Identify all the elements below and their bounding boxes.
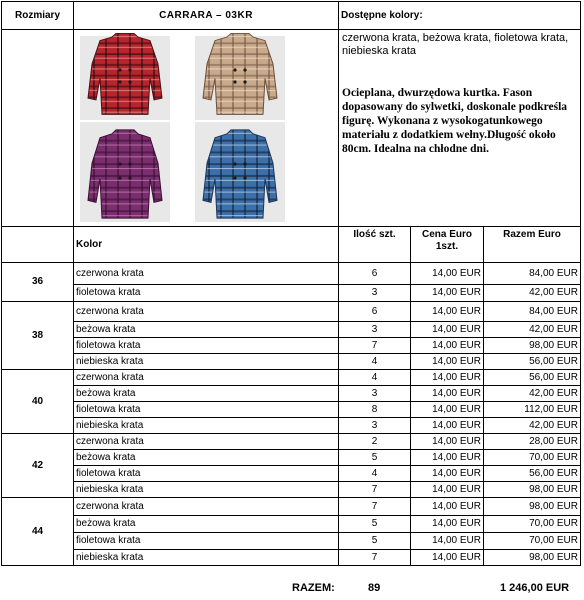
qty-cell: 4 bbox=[339, 354, 411, 370]
color-cell: fioletowa krata bbox=[74, 285, 339, 302]
table-row bbox=[2, 302, 581, 322]
line-total-cell: 70,00 EUR bbox=[484, 450, 581, 466]
total-column-header: Razem Euro bbox=[484, 227, 581, 263]
color-cell: niebieska krata bbox=[74, 482, 339, 498]
qty-cell: 8 bbox=[339, 402, 411, 418]
qty-cell: 7 bbox=[339, 550, 411, 566]
price-cell: 14,00 EUR bbox=[411, 466, 484, 482]
color-cell: fioletowa krata bbox=[74, 466, 339, 482]
color-cell: czerwona krata bbox=[74, 370, 339, 386]
table-row bbox=[2, 498, 581, 516]
summary-label: RAZEM: bbox=[292, 582, 335, 594]
table-row bbox=[2, 386, 581, 402]
table-row bbox=[2, 482, 581, 498]
line-total-cell: 98,00 EUR bbox=[484, 338, 581, 354]
table-row bbox=[2, 516, 581, 533]
product-photos bbox=[74, 30, 339, 227]
column-header-row bbox=[2, 227, 581, 263]
table-row bbox=[2, 338, 581, 354]
table-row bbox=[2, 322, 581, 338]
table-row bbox=[2, 402, 581, 418]
product-blank-cell bbox=[2, 30, 74, 227]
price-column-header: Cena Euro 1szt. bbox=[411, 227, 484, 263]
header-row bbox=[2, 2, 581, 30]
size-cell: 42 bbox=[2, 434, 74, 498]
price-cell: 14,00 EUR bbox=[411, 418, 484, 434]
qty-cell: 2 bbox=[339, 434, 411, 450]
available-colors-label: Dostępne kolory: bbox=[339, 2, 581, 30]
qty-cell: 3 bbox=[339, 285, 411, 302]
product-description: Ocieplana, dwurzędowa kurtka. Fason dopasowany do sylwetki, doskonale podkreśla figurę. Wykonana z wysokogatunkowego materiału z dodatkiem wełny.Długość około 80cm. Idealna na chłodne dni. bbox=[342, 87, 568, 156]
price-cell: 14,00 EUR bbox=[411, 498, 484, 516]
price-cell: 14,00 EUR bbox=[411, 482, 484, 498]
color-cell: beżowa krata bbox=[74, 450, 339, 466]
qty-column-header: Ilość szt. bbox=[339, 227, 411, 263]
qty-cell: 3 bbox=[339, 386, 411, 402]
qty-cell: 5 bbox=[339, 450, 411, 466]
sizes-label: Rozmiary bbox=[2, 2, 74, 30]
line-total-cell: 112,00 EUR bbox=[484, 402, 581, 418]
color-cell: niebieska krata bbox=[74, 418, 339, 434]
table-row bbox=[2, 466, 581, 482]
size-cell: 36 bbox=[2, 263, 74, 302]
size-column-header bbox=[2, 227, 74, 263]
line-total-cell: 98,00 EUR bbox=[484, 482, 581, 498]
product-row bbox=[2, 30, 581, 227]
table-row bbox=[2, 285, 581, 302]
price-cell: 14,00 EUR bbox=[411, 450, 484, 466]
line-total-cell: 98,00 EUR bbox=[484, 550, 581, 566]
price-cell: 14,00 EUR bbox=[411, 302, 484, 322]
qty-cell: 5 bbox=[339, 516, 411, 533]
color-cell: czerwona krata bbox=[74, 498, 339, 516]
line-total-cell: 84,00 EUR bbox=[484, 263, 581, 285]
table-row bbox=[2, 263, 581, 285]
line-total-cell: 56,00 EUR bbox=[484, 466, 581, 482]
table-row bbox=[2, 418, 581, 434]
price-cell: 14,00 EUR bbox=[411, 434, 484, 450]
qty-cell: 3 bbox=[339, 322, 411, 338]
price-cell: 14,00 EUR bbox=[411, 550, 484, 566]
price-cell: 14,00 EUR bbox=[411, 322, 484, 338]
product-images bbox=[74, 30, 337, 226]
table-row bbox=[2, 370, 581, 386]
qty-cell: 3 bbox=[339, 418, 411, 434]
size-cell: 38 bbox=[2, 302, 74, 370]
price-cell: 14,00 EUR bbox=[411, 338, 484, 354]
line-total-cell: 28,00 EUR bbox=[484, 434, 581, 450]
line-total-cell: 56,00 EUR bbox=[484, 354, 581, 370]
line-total-cell: 42,00 EUR bbox=[484, 418, 581, 434]
line-total-cell: 84,00 EUR bbox=[484, 302, 581, 322]
line-total-cell: 42,00 EUR bbox=[484, 322, 581, 338]
qty-cell: 5 bbox=[339, 533, 411, 550]
color-cell: fioletowa krata bbox=[74, 402, 339, 418]
line-total-cell: 56,00 EUR bbox=[484, 370, 581, 386]
summary-total: 1 246,00 EUR bbox=[500, 582, 570, 594]
qty-cell: 6 bbox=[339, 263, 411, 285]
color-cell: niebieska krata bbox=[74, 354, 339, 370]
available-colors-text: czerwona krata, beżowa krata, fioletowa krata, niebieska krata bbox=[342, 32, 569, 58]
qty-cell: 7 bbox=[339, 482, 411, 498]
line-total-cell: 42,00 EUR bbox=[484, 285, 581, 302]
price-cell: 14,00 EUR bbox=[411, 354, 484, 370]
qty-cell: 7 bbox=[339, 498, 411, 516]
product-title: CARRARA – 03KR bbox=[74, 2, 339, 30]
qty-cell: 6 bbox=[339, 302, 411, 322]
product-info-cell bbox=[339, 30, 581, 227]
color-cell: niebieska krata bbox=[74, 550, 339, 566]
line-total-cell: 42,00 EUR bbox=[484, 386, 581, 402]
line-total-cell: 70,00 EUR bbox=[484, 533, 581, 550]
line-total-cell: 98,00 EUR bbox=[484, 498, 581, 516]
color-cell: beżowa krata bbox=[74, 516, 339, 533]
line-total-cell: 70,00 EUR bbox=[484, 516, 581, 533]
color-cell: fioletowa krata bbox=[74, 338, 339, 354]
table-row bbox=[2, 550, 581, 566]
price-cell: 14,00 EUR bbox=[411, 533, 484, 550]
color-cell: czerwona krata bbox=[74, 263, 339, 285]
size-cell: 40 bbox=[2, 370, 74, 434]
color-cell: beżowa krata bbox=[74, 386, 339, 402]
color-column-header: Kolor bbox=[74, 227, 339, 263]
color-cell: czerwona krata bbox=[74, 302, 339, 322]
color-cell: czerwona krata bbox=[74, 434, 339, 450]
table-row bbox=[2, 450, 581, 466]
color-cell: fioletowa krata bbox=[74, 533, 339, 550]
price-cell: 14,00 EUR bbox=[411, 386, 484, 402]
qty-cell: 7 bbox=[339, 338, 411, 354]
color-cell: beżowa krata bbox=[74, 322, 339, 338]
price-cell: 14,00 EUR bbox=[411, 285, 484, 302]
table-row bbox=[2, 354, 581, 370]
table-row bbox=[2, 533, 581, 550]
summary-qty: 89 bbox=[368, 582, 381, 594]
price-cell: 14,00 EUR bbox=[411, 516, 484, 533]
price-cell: 14,00 EUR bbox=[411, 402, 484, 418]
qty-cell: 4 bbox=[339, 466, 411, 482]
qty-cell: 4 bbox=[339, 370, 411, 386]
price-cell: 14,00 EUR bbox=[411, 370, 484, 386]
order-sheet bbox=[1, 1, 581, 566]
price-cell: 14,00 EUR bbox=[411, 263, 484, 285]
size-cell: 44 bbox=[2, 498, 74, 566]
table-row bbox=[2, 434, 581, 450]
